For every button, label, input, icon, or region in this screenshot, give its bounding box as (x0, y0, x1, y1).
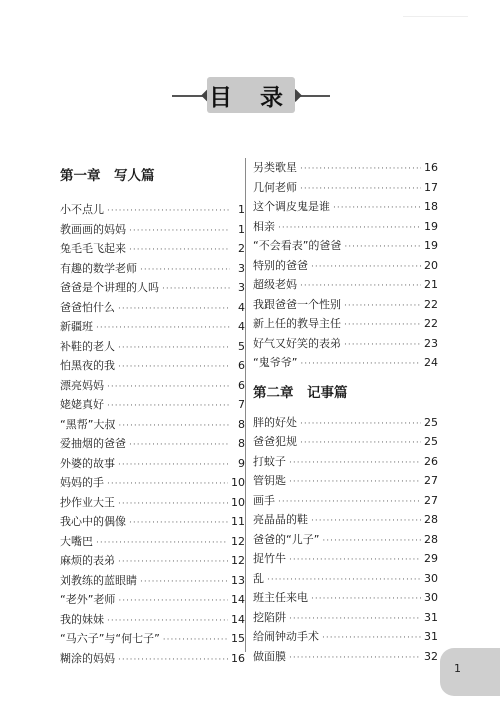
toc-entry-title: 这个调皮鬼是谁 (253, 200, 330, 213)
toc-entry[interactable] (253, 197, 438, 217)
toc-entry-page: 25 (424, 435, 438, 448)
toc-entry[interactable] (253, 178, 438, 198)
toc-entry[interactable] (253, 452, 438, 472)
toc-leader-dots (118, 651, 228, 671)
toc-leader-dots (162, 280, 230, 300)
toc-entry-page: 12 (231, 554, 245, 567)
toc-entry-page: 28 (424, 513, 438, 526)
toc-list-ch1 (60, 200, 245, 668)
toc-leader-dots (344, 316, 421, 336)
toc-entry-page: 30 (424, 571, 438, 585)
toc-entry-title: “马六子”与“何七子” (60, 632, 160, 645)
toc-leader-dots (322, 532, 421, 552)
toc-leader-dots (96, 319, 230, 339)
toc-leader-dots (311, 512, 421, 532)
toc-entry-title: 爸爸是个讲理的人吗 (60, 281, 159, 294)
toc-leader-dots (289, 454, 421, 474)
toc-entry[interactable] (60, 317, 245, 337)
toc-leader-dots (107, 397, 230, 417)
toc-entry-title: “黑帮”大叔 (60, 417, 116, 431)
toc-entry-title: 我的妹妹 (60, 612, 104, 626)
toc-entry[interactable] (253, 491, 438, 511)
toc-entry-page: 2 (238, 242, 245, 255)
toc-leader-dots (118, 592, 228, 612)
toc-leader-dots (118, 417, 230, 437)
toc-entry-title: 管钥匙 (253, 474, 286, 487)
toc-entry-title: 画手 (253, 493, 275, 507)
toc-entry-title: 给闹钟动手术 (253, 630, 319, 643)
toc-entry-page: 5 (238, 339, 245, 353)
toc-entry-page: 21 (424, 278, 438, 291)
toc-entry[interactable] (253, 471, 438, 491)
toc-leader-dots (289, 649, 421, 669)
toc-leader-dots (129, 241, 230, 261)
toc-entry[interactable] (253, 432, 438, 452)
toc-entry[interactable] (60, 610, 245, 630)
toc-entry-title: 班主任来电 (253, 591, 308, 604)
toc-entry-title: 特别的爸爸 (253, 258, 308, 272)
chapter-heading-1: 第一章 写人篇 (60, 168, 155, 184)
toc-entry-page: 16 (231, 651, 245, 665)
toc-leader-dots (129, 222, 230, 242)
toc-entry-page: 14 (231, 612, 245, 626)
toc-entry[interactable] (253, 295, 438, 315)
toc-leader-dots (129, 436, 230, 456)
toc-list-ch1-continued (253, 158, 438, 373)
toc-leader-dots (311, 258, 421, 278)
toc-entry-title: 我跟爸爸一个性别 (253, 297, 341, 311)
toc-entry-title: 捉竹牛 (253, 552, 286, 565)
toc-leader-dots (163, 631, 228, 651)
toc-entry-title: 刘教练的蓝眼睛 (60, 573, 137, 587)
toc-entry-title: 几何老师 (253, 180, 297, 194)
toc-entry-title: 妈妈的手 (60, 476, 104, 489)
toc-leader-dots (118, 300, 230, 320)
toc-entry[interactable] (253, 549, 438, 569)
toc-entry-title: 爸爸怕什么 (60, 300, 115, 314)
toc-entry-title: 超级老妈 (253, 278, 297, 291)
toc-entry-title: 相亲 (253, 219, 275, 233)
toc-entry-title: 怕黑夜的我 (60, 359, 115, 372)
toc-entry[interactable] (60, 649, 245, 669)
toc-entry-page: 1 (238, 222, 245, 236)
toc-entry-page: 19 (424, 239, 438, 252)
toc-leader-dots (344, 238, 421, 258)
toc-entry[interactable] (60, 278, 245, 298)
toc-leader-dots (344, 336, 421, 356)
toc-entry-title: 好气又好笑的表弟 (253, 336, 341, 350)
toc-entry[interactable] (60, 298, 245, 318)
toc-entry-title: “鬼爷爷” (253, 356, 298, 369)
toc-entry-page: 28 (424, 532, 438, 546)
toc-entry-page: 23 (424, 336, 438, 350)
toc-leader-dots (118, 495, 228, 515)
toc-entry[interactable] (60, 395, 245, 415)
toc-entry-page: 4 (238, 300, 245, 314)
toc-entry-page: 31 (424, 610, 438, 624)
toc-entry-title: 亮晶晶的鞋 (253, 513, 308, 526)
toc-title-banner (0, 74, 500, 118)
toc-entry-page: 13 (231, 573, 245, 587)
column-divider (245, 158, 246, 652)
toc-leader-dots (300, 434, 421, 454)
toc-entry-title: “老外”老师 (60, 593, 116, 606)
toc-entry[interactable] (253, 647, 438, 667)
toc-entry[interactable] (60, 200, 245, 220)
toc-entry-title: 另类歌星 (253, 161, 297, 174)
toc-entry-title: 小不点儿 (60, 203, 104, 216)
toc-entry[interactable] (253, 314, 438, 334)
toc-entry[interactable] (253, 530, 438, 550)
toc-entry-page: 20 (424, 258, 438, 272)
toc-list-ch2 (253, 413, 438, 667)
toc-entry[interactable] (60, 239, 245, 259)
toc-entry[interactable] (60, 571, 245, 591)
toc-entry[interactable] (253, 217, 438, 237)
toc-entry[interactable] (253, 353, 438, 373)
toc-entry[interactable] (253, 158, 438, 178)
toc-entry[interactable] (60, 337, 245, 357)
toc-leader-dots (118, 456, 230, 476)
toc-leader-dots (140, 573, 228, 593)
toc-entry[interactable] (253, 275, 438, 295)
toc-entry-page: 10 (231, 476, 245, 489)
toc-entry-title: 爸爸犯规 (253, 435, 297, 448)
toc-entry-page: 18 (424, 200, 438, 213)
toc-leader-dots (107, 475, 228, 495)
toc-leader-dots (289, 551, 421, 571)
toc-entry-page: 3 (238, 261, 245, 275)
toc-entry[interactable] (60, 376, 245, 396)
toc-leader-dots (344, 297, 421, 317)
toc-entry[interactable] (60, 356, 245, 376)
top-rule (403, 16, 468, 17)
toc-entry-title: 挖陷阱 (253, 610, 286, 624)
toc-entry-page: 8 (238, 417, 245, 431)
toc-leader-dots (107, 378, 230, 398)
toc-entry-title: 教画画的妈妈 (60, 222, 126, 236)
toc-entry[interactable] (253, 413, 438, 433)
toc-entry-page: 27 (424, 493, 438, 507)
toc-entry-page: 29 (424, 552, 438, 565)
toc-entry-page: 22 (424, 317, 438, 330)
toc-entry-page: 30 (424, 591, 438, 604)
toc-entry[interactable] (253, 569, 438, 589)
page-title: 目 录 (207, 77, 295, 113)
toc-entry-title: 胖的好处 (253, 415, 297, 429)
toc-entry-page: 9 (238, 456, 245, 470)
toc-entry-title: 糊涂的妈妈 (60, 651, 115, 665)
toc-leader-dots (300, 355, 421, 375)
toc-entry-page: 19 (424, 219, 438, 233)
toc-entry-title: 麻烦的表弟 (60, 554, 115, 567)
toc-entry[interactable] (60, 493, 245, 513)
toc-leader-dots (300, 160, 421, 180)
toc-leader-dots (311, 590, 421, 610)
toc-entry-page: 6 (238, 378, 245, 392)
toc-leader-dots (129, 514, 228, 534)
toc-entry-title: 大嘴巴 (60, 534, 93, 548)
toc-entry[interactable] (253, 256, 438, 276)
toc-entry[interactable] (253, 510, 438, 530)
toc-entry[interactable] (60, 629, 245, 649)
toc-entry-title: 漂亮妈妈 (60, 378, 104, 392)
toc-entry[interactable] (253, 608, 438, 628)
toc-entry-title: 我心中的偶像 (60, 515, 126, 528)
toc-entry-title: 爱抽烟的爸爸 (60, 437, 126, 450)
toc-entry-page: 26 (424, 454, 438, 468)
toc-entry[interactable] (253, 334, 438, 354)
toc-entry-page: 3 (238, 281, 245, 294)
toc-leader-dots (333, 199, 421, 219)
toc-entry-page: 15 (231, 632, 245, 645)
page-number: 1 (454, 662, 461, 675)
toc-leader-dots (289, 473, 421, 493)
toc-entry[interactable] (253, 236, 438, 256)
toc-entry-title: “不会看表”的爸爸 (253, 239, 342, 252)
toc-entry[interactable] (60, 454, 245, 474)
toc-entry-title: 兔毛毛飞起来 (60, 242, 126, 255)
toc-entry-page: 11 (231, 515, 245, 528)
toc-entry[interactable] (253, 588, 438, 608)
toc-entry-title: 姥姥真好 (60, 398, 104, 411)
toc-entry-page: 7 (238, 398, 245, 411)
toc-entry-page: 6 (238, 359, 245, 372)
toc-entry-page: 16 (424, 161, 438, 174)
toc-entry-page: 27 (424, 474, 438, 487)
toc-entry-title: 新疆班 (60, 320, 93, 333)
toc-entry[interactable] (60, 220, 245, 240)
toc-entry[interactable] (60, 473, 245, 493)
toc-entry[interactable] (60, 532, 245, 552)
toc-entry[interactable] (253, 627, 438, 647)
toc-entry[interactable] (60, 415, 245, 435)
toc-entry-page: 17 (424, 180, 438, 194)
toc-entry-page: 12 (231, 534, 245, 548)
toc-entry-page: 10 (231, 495, 245, 509)
toc-entry-page: 4 (238, 320, 245, 333)
toc-entry-page: 31 (424, 630, 438, 643)
toc-entry-title: 打蚊子 (253, 454, 286, 468)
toc-column-right (253, 158, 438, 666)
toc-entry[interactable] (60, 512, 245, 532)
toc-leader-dots (322, 629, 421, 649)
toc-entry[interactable] (60, 590, 245, 610)
toc-leader-dots (118, 339, 230, 359)
toc-column-left (60, 158, 245, 668)
toc-entry-title: 爸爸的“儿子” (253, 532, 320, 546)
toc-entry-title: 抄作业大王 (60, 495, 115, 509)
toc-leader-dots (96, 534, 228, 554)
toc-entry-page: 25 (424, 415, 438, 429)
toc-entry-page: 22 (424, 297, 438, 311)
toc-entry[interactable] (60, 259, 245, 279)
toc-entry-title: 新上任的教导主任 (253, 317, 341, 330)
toc-entry[interactable] (60, 551, 245, 571)
toc-entry-page: 14 (231, 593, 245, 606)
toc-entry-title: 有趣的数学老师 (60, 261, 137, 275)
toc-entry-title: 外婆的故事 (60, 456, 115, 470)
toc-leader-dots (300, 415, 421, 435)
toc-entry[interactable] (60, 434, 245, 454)
toc-entry-page: 24 (424, 356, 438, 369)
toc-entry-page: 32 (424, 649, 438, 663)
page-number-tab (440, 648, 500, 696)
toc-entry-title: 补鞋的老人 (60, 339, 115, 353)
toc-entry-page: 1 (238, 203, 245, 216)
toc-leader-dots (118, 358, 230, 378)
toc-entry-title: 做面膜 (253, 649, 286, 663)
toc-entry-page: 8 (238, 437, 245, 450)
toc-entry-title: 乱 (253, 571, 264, 585)
chapter-heading-2: 第二章 记事篇 (253, 384, 348, 401)
